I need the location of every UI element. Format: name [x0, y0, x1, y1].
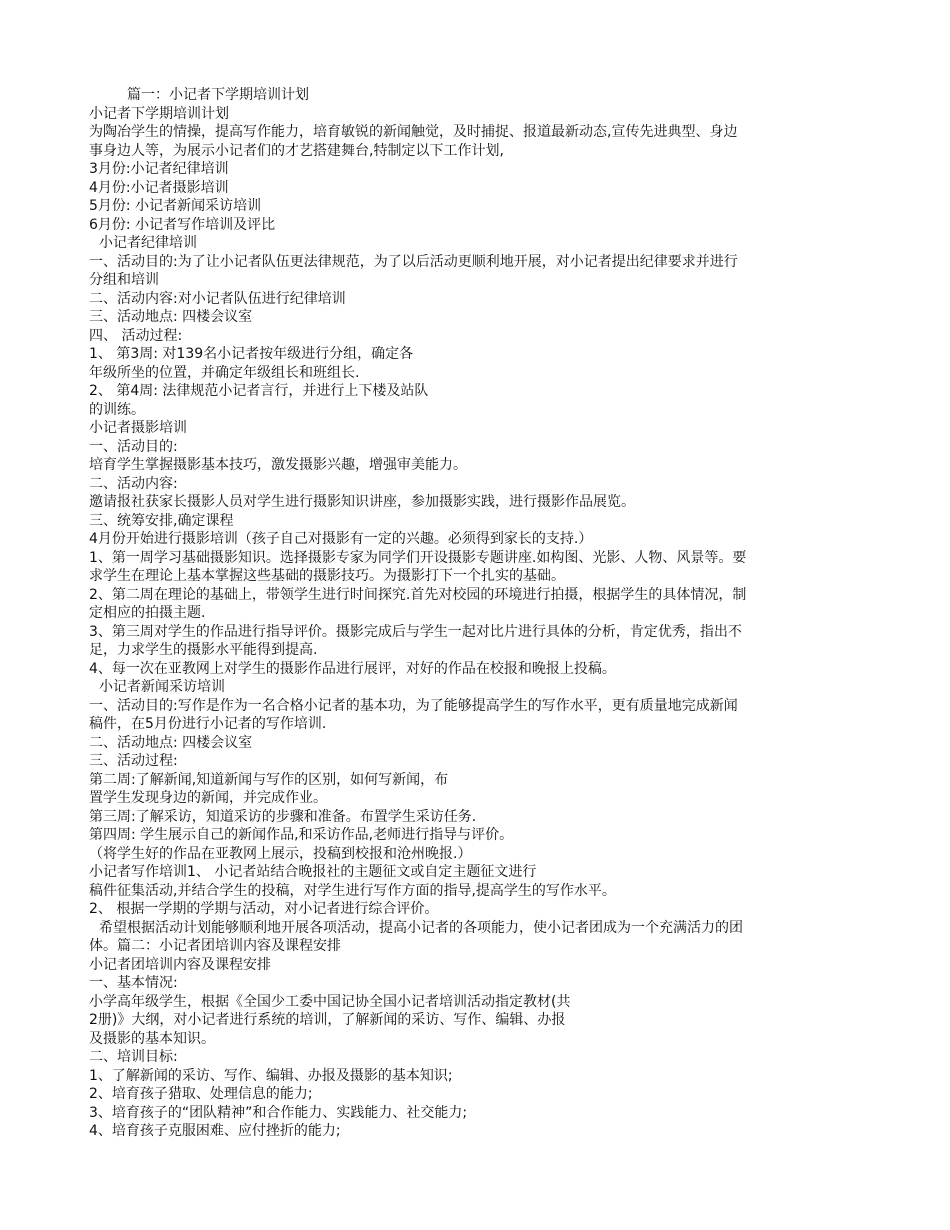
text-line: 小记者写作培训1、 小记者站结合晚报社的主题征文或自定主题征文进行 [89, 864, 537, 880]
text-line: 小记者团培训内容及课程安排 [89, 956, 271, 973]
text-line: 三、活动地点: 四楼会议室 [89, 309, 253, 325]
text-line: 3、第三周对学生的作品进行指导评价。摄影完成后与学生一起对比片进行具体的分析，肯定优秀，指出不 [89, 623, 742, 640]
text-line: 2、 根据一学期的学期与活动，对小记者进行综合评价。 [89, 901, 439, 917]
text-line: 小学高年级学生，根据《全国少工委中国记协全国小记者培训活动指定教材(共 [89, 993, 571, 1010]
text-line: 4、培育孩子克服困难、应付挫折的能力; [89, 1123, 341, 1139]
text-line: 稿件，在5月份进行小记者的写作培训. [89, 716, 327, 732]
text-line: 1、了解新闻的采访、写作、编辑、办报及摄影的基本知识; [89, 1067, 453, 1084]
text-line: 3月份:小记者纪律培训 [89, 161, 229, 177]
text-line: 2、培育孩子猎取、处理信息的能力; [89, 1086, 313, 1102]
text-line: 小记者下学期培训计划 [89, 105, 229, 122]
text-line: 二、活动内容: [89, 475, 178, 492]
text-line: 稿件征集活动,并结合学生的投稿，对学生进行写作方面的指导,提高学生的写作水平。 [89, 882, 616, 899]
text-line: 6月份: 小记者写作培训及评比 [89, 216, 276, 233]
text-line: 二、活动内容:对小记者队伍进行纪律培训 [89, 290, 346, 307]
text-line: 二、培训目标: [89, 1049, 178, 1065]
text-line: 三、统筹安排,确定课程 [89, 512, 234, 529]
text-line: 1、 第3周: 对139名小记者按年级进行分组，确定各 [89, 346, 414, 362]
text-line: 四、 活动过程: [89, 327, 183, 344]
text-line: 小记者摄影培训 [89, 420, 187, 436]
text-line: （将学生好的作品在亚教网上展示，投稿到校报和沧州晚报.） [89, 845, 472, 862]
text-line: 及摄影的基本知识。 [89, 1030, 215, 1047]
text-line: 三、活动过程: [89, 753, 178, 769]
text-line: 1、第一周学习基础摄影知识。选择摄影专家为同学们开设摄影专题讲座.如构图、光影、人物、风景等。要 [89, 549, 747, 566]
text-line: 3、培育孩子的“团队精神”和合作能力、实践能力、社交能力; [89, 1104, 468, 1121]
text-line: 分组和培训 [89, 272, 159, 288]
text-line: 足，力求学生的摄影水平能得到提高. [89, 642, 318, 658]
text-line: 2、 第4周: 法律规范小记者言行，并进行上下楼及站队 [89, 383, 429, 399]
text-line: 第三周:了解采访，知道采访的步骤和准备。布置学生采访任务. [89, 808, 477, 825]
text-line: 一、活动目的:为了让小记者队伍更法律规范，为了以后活动更顺利地开展，对小记者提出纪律要求并进行 [89, 253, 738, 270]
text-line: 置学生发现身边的新闻，并完成作业。 [89, 790, 327, 806]
text-line: 一、活动目的: [89, 438, 178, 455]
text-line: 体。篇二：小记者团培训内容及课程安排 [89, 938, 341, 954]
text-line: 定相应的拍摄主题. [89, 605, 206, 621]
text-line: 2册)》大纲，对小记者进行系统的培训，了解新闻的采访、写作、编辑、办报 [89, 1012, 566, 1028]
text-line: 二、活动地点: 四楼会议室 [89, 734, 253, 751]
text-line: 邀请报社获家长摄影人员对学生进行摄影知识讲座，参加摄影实践，进行摄影作品展览。 [89, 494, 635, 510]
text-line: 小记者纪律培训 [99, 235, 197, 251]
text-line: 5月份: 小记者新闻采访培训 [89, 198, 262, 214]
text-line: 篇一：小记者下学期培训计划 [127, 87, 309, 103]
text-line: 4月份:小记者摄影培训 [89, 179, 229, 196]
text-line: 一、活动目的:写作是作为一名合格小记者的基本功，为了能够提高学生的写作水平，更有质量地完成新闻 [89, 697, 738, 714]
text-line: 希望根据活动计划能够顺利地开展各项活动，提高小记者的各项能力，使小记者团成为一个充满活力的团 [99, 919, 743, 936]
text-line: 培育学生掌握摄影基本技巧，激发摄影兴趣，增强审美能力。 [89, 457, 467, 473]
text-line: 2、第二周在理论的基础上，带领学生进行时间探究.首先对校园的环境进行拍摄，根据学生的具体情况，制 [89, 586, 747, 603]
text-line: 事身边人等，为展示小记者们的才艺搭建舞台,特制定以下工作计划, [89, 142, 504, 159]
text-line: 为陶冶学生的情操，提高写作能力，培育敏锐的新闻触觉，及时捕捉、报道最新动态,宣传先进典型、身边 [89, 124, 738, 140]
text-line: 第四周: 学生展示自己的新闻作品,和采访作品,老师进行指导与评价。 [89, 827, 514, 843]
text-line: 的训练。 [89, 401, 145, 418]
text-line: 年级所坐的位置，并确定年级组长和班组长. [89, 364, 360, 381]
text-line: 4、每一次在亚教网上对学生的摄影作品进行展评，对好的作品在校报和晚报上投稿。 [89, 660, 616, 677]
text-line: 第二周:了解新闻,知道新闻与写作的区别，如何写新闻，布 [89, 771, 449, 788]
text-line: 4月份开始进行摄影培训（孩子自己对摄影有一定的兴趣。必须得到家长的支持.） [89, 531, 593, 547]
text-line: 小记者新闻采访培训 [99, 679, 225, 695]
text-line: 求学生在理论上基本掌握这些基础的摄影技巧。为摄影打下一个扎实的基础。 [89, 568, 565, 584]
document-body [89, 86, 864, 1141]
text-line: 一、基本情况: [89, 975, 178, 991]
